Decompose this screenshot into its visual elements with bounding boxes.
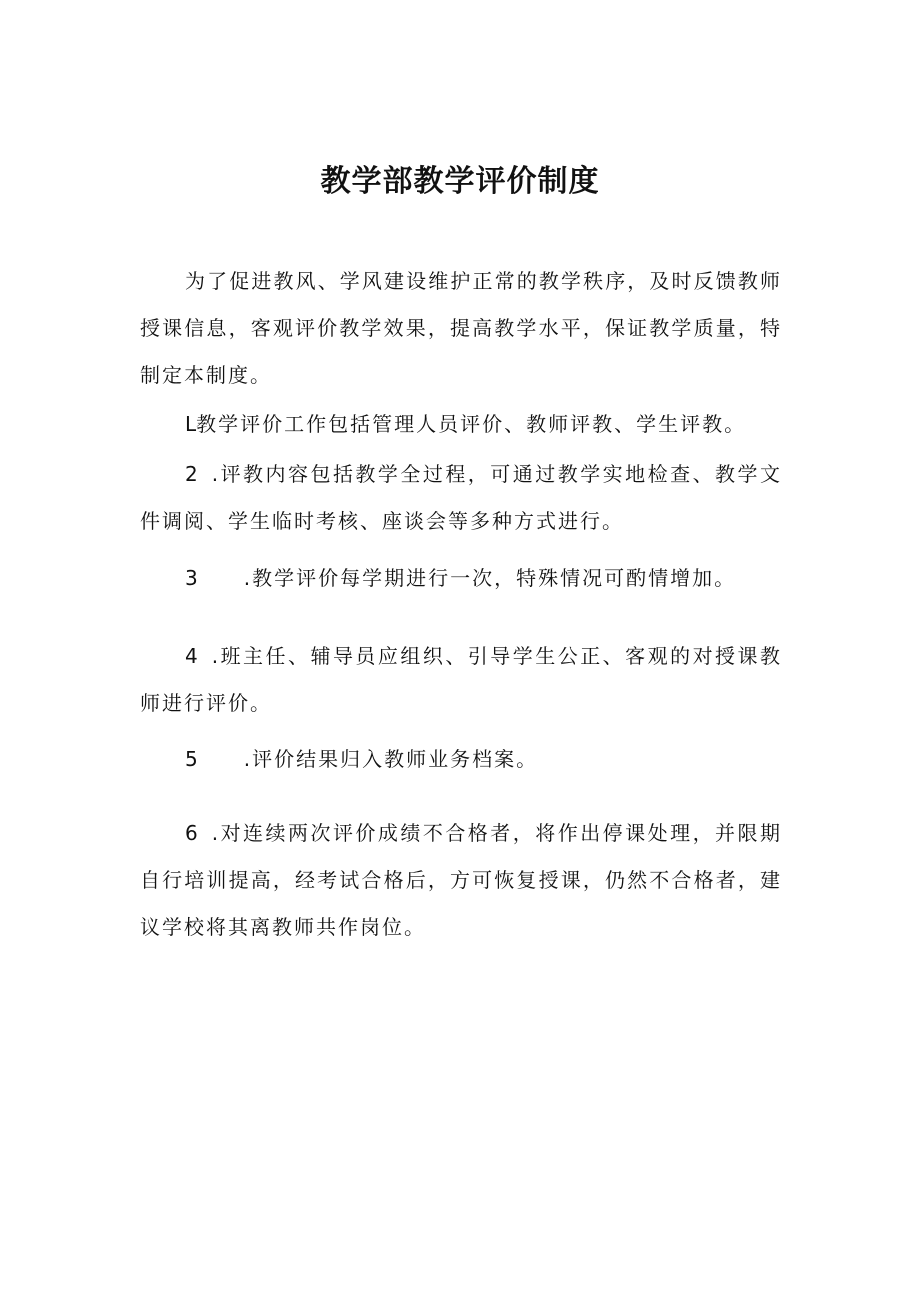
- item-2: [140, 451, 782, 545]
- item-1-text: 教学评价工作包括管理人员评价、教师评教、学生评教。: [196, 412, 747, 436]
- item-3-number: 3: [185, 566, 198, 590]
- item-2-text: .评教内容包括教学全过程，可通过教学实地检查、教学文件调阅、学生临时考核、座谈会等多种方式进行。: [140, 462, 782, 533]
- item-3: [140, 555, 782, 602]
- item-5: [140, 736, 782, 783]
- item-1: [140, 401, 782, 448]
- item-4: [140, 633, 782, 727]
- intro-paragraph: 为了促进教风、学风建设维护正常的教学秩序，及时反馈教师授课信息，客观评价教学效果，提高教学水平，保证教学质量，特制定本制度。: [140, 269, 782, 387]
- item-6-text: .对连续两次评价成绩不合格者，将作出停课处理，并限期自行培训提高，经考试合格后，方可恢复授课，仍然不合格者，建议学校将其离教师共作岗位。: [140, 821, 782, 939]
- item-2-number: 2: [185, 462, 198, 486]
- item-1-number: L: [185, 412, 197, 436]
- item-5-number: 5: [185, 747, 198, 771]
- item-6: [140, 810, 782, 951]
- document-title: 教学部教学评价制度: [320, 164, 600, 199]
- item-4-number: 4: [185, 644, 198, 668]
- item-6-number: 6: [185, 821, 198, 845]
- item-3-text: .教学评价每学期进行一次，特殊情况可酌情增加。: [243, 566, 737, 590]
- item-5-text: .评价结果归入教师业务档案。: [243, 747, 539, 771]
- item-4-text: .班主任、辅导员应组织、引导学生公正、客观的对授课教师进行评价。: [140, 644, 782, 715]
